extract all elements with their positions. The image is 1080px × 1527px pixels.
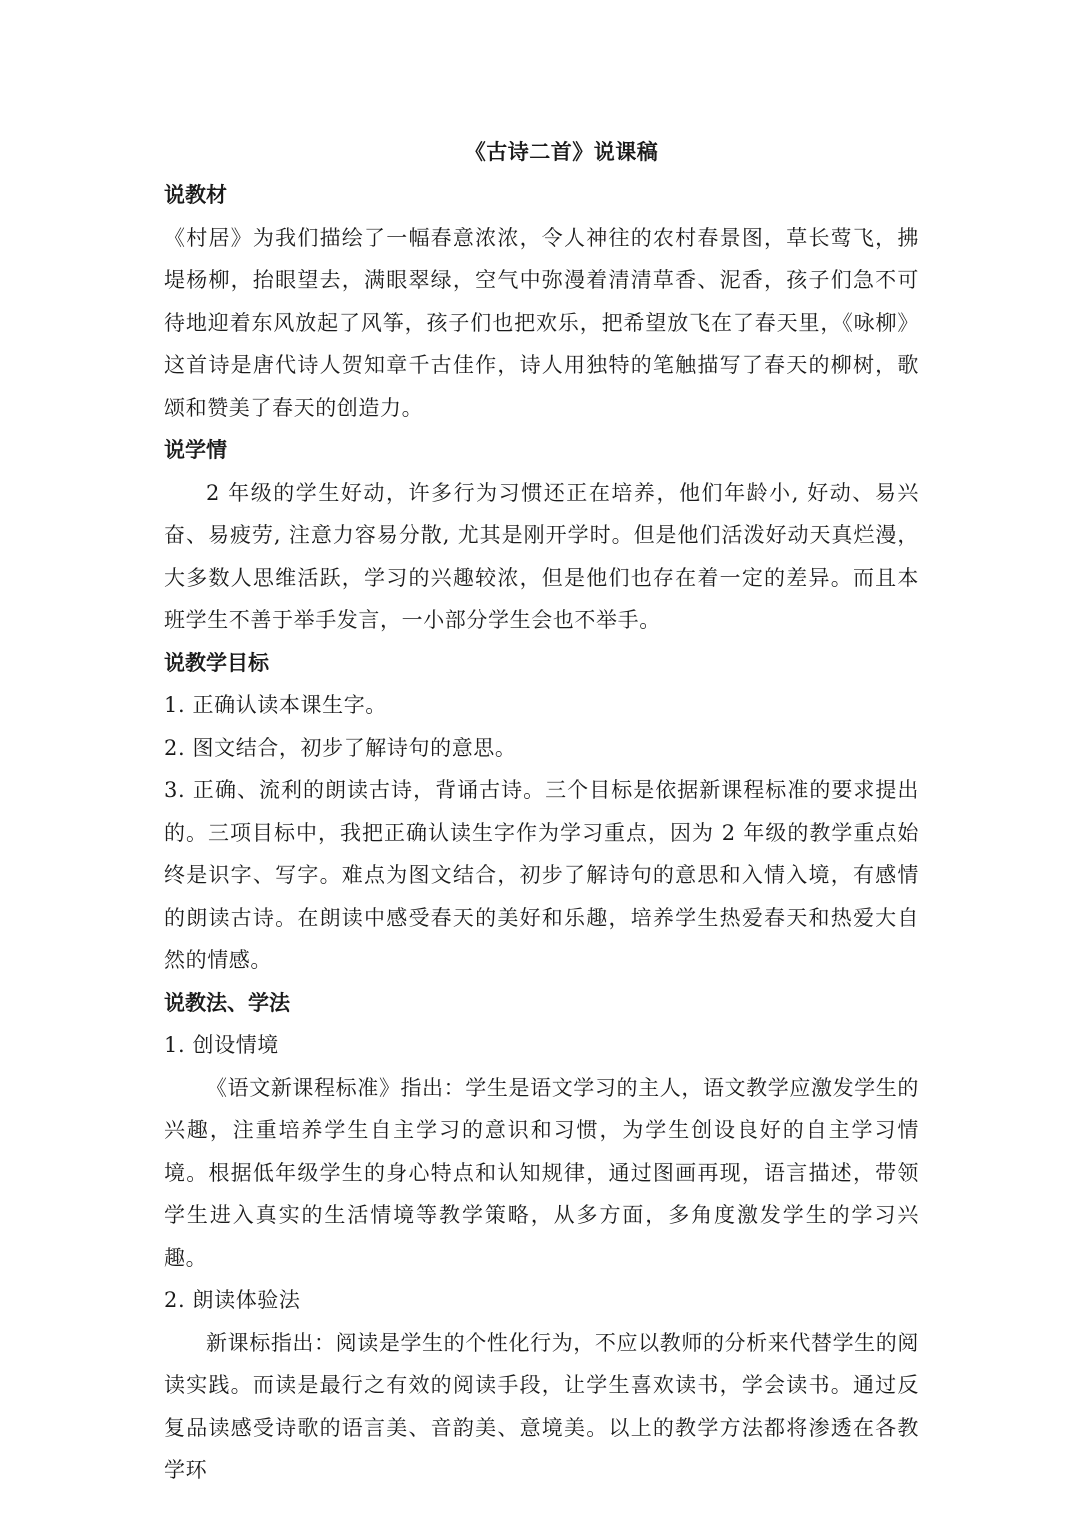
goal-item-2: 2. 图文结合，初步了解诗句的意思。	[164, 735, 517, 760]
section-heading-goals: 说教学目标	[164, 649, 269, 675]
section-heading-students: 说学情	[164, 437, 227, 462]
goal-item-1: 1. 正确认读本课生字。	[164, 693, 387, 717]
students-paragraph: 2 年级的学生好动，许多行为习惯还正在培养，他们年龄小, 好动、易兴奋、易疲劳, 注意力容易分散, 尤其是刚开学时。但是他们活泼好动天真烂漫，大多数人思维活跃，学习的兴趣较浓，但是他们也存在着一定的差异。而且本班学生不善于举手发言，一小部分学生会也不举手。	[164, 480, 919, 632]
document-page	[164, 130, 919, 1492]
section-heading-methods: 说教法、学法	[164, 989, 290, 1015]
method-subheading-1: 1. 创设情境	[164, 1033, 279, 1057]
goal-item-3: 3. 正确、流利的朗读古诗，背诵古诗。三个目标是依据新课程标准的要求提出的。三项目标中，我把正确认读生字作为学习重点，因为 2 年级的教学重点始终是识字、写字。难点为图文结合，初步了解诗句的意思和入情入境，有感情的朗读古诗。在朗读中感受春天的美好和乐趣，培养学生热爱春天和热爱大自然的情感。	[164, 778, 919, 972]
method-subheading-2: 2. 朗读体验法	[164, 1288, 301, 1312]
material-paragraph: 《村居》为我们描绘了一幅春意浓浓，令人神往的农村春景图，草长莺飞，拂堤杨柳，抬眼望去，满眼翠绿，空气中弥漫着清清草香、泥香，孩子们急不可待地迎着东风放起了风筝，孩子们也把欢乐，把希望放飞在了春天里，《咏柳》这首诗是唐代诗人贺知章千古佳作，诗人用独特的笔触描写了春天的柳树，歌颂和赞美了春天的创造力。	[164, 225, 919, 420]
document-title: 《古诗二首》说课稿	[464, 139, 659, 164]
method-paragraph-2: 新课标指出：阅读是学生的个性化行为，不应以教师的分析来代替学生的阅读实践。而读是最行之有效的阅读手段，让学生喜欢读书，学会读书。通过反复品读感受诗歌的语言美、音韵美、意境美。以上的教学方法都将渗透在各教学环	[164, 1330, 919, 1482]
method-paragraph-1: 《语文新课程标准》指出：学生是语文学习的主人，语文教学应激发学生的兴趣，注重培养学生自主学习的意识和习惯，为学生创设良好的自主学习情境。根据低年级学生的身心特点和认知规律，通过图画再现，语言描述，带领学生进入真实的生活情境等教学策略，从多方面，多角度激发学生的学习兴趣。	[164, 1075, 919, 1270]
section-heading-material: 说教材	[164, 182, 227, 207]
